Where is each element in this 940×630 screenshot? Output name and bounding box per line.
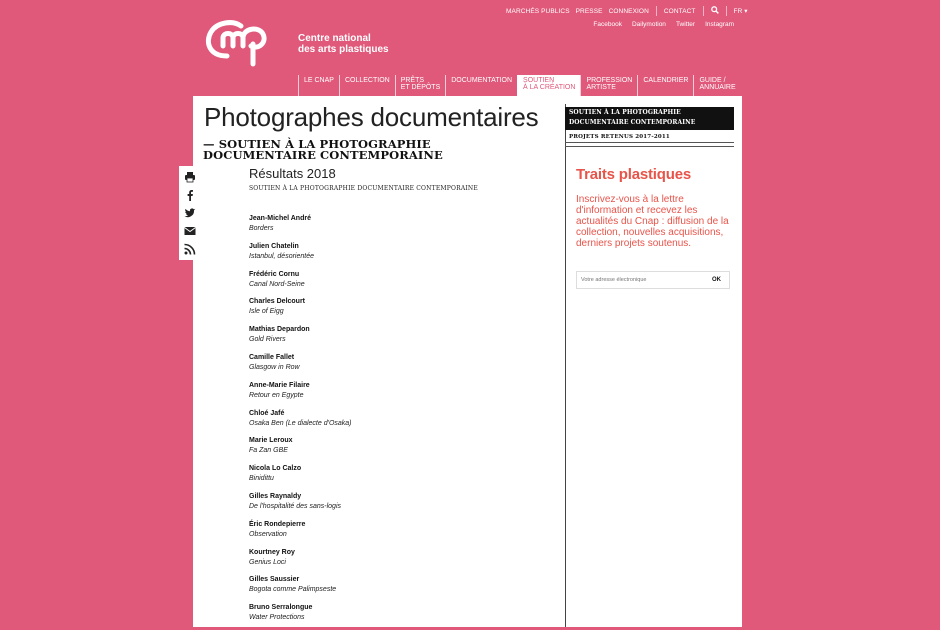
main-nav xyxy=(298,75,741,96)
result-title: Water Protections xyxy=(249,614,305,622)
newsletter-form xyxy=(576,271,730,289)
utility-nav xyxy=(503,6,751,16)
list-item[interactable] xyxy=(249,269,352,297)
results-subtitle: SOUTIEN À LA PHOTOGRAPHIE DOCUMENTAIRE CONTEMPORAINE xyxy=(249,185,478,192)
newsletter-submit-button[interactable]: OK xyxy=(704,277,729,283)
result-name: Gilles Saussier xyxy=(249,576,300,584)
nav-guide-annuaire[interactable]: GUIDE / ANNUAIRE xyxy=(693,75,740,96)
list-item[interactable] xyxy=(249,352,352,380)
result-title: Gold Rivers xyxy=(249,336,286,344)
result-name: Charles Delcourt xyxy=(249,298,306,306)
result-name: Gilles Raynaldy xyxy=(249,492,302,500)
result-title: Observation xyxy=(249,530,287,538)
connexion-link[interactable]: CONNEXION xyxy=(608,7,649,15)
twitter-link[interactable]: Twitter xyxy=(675,21,696,28)
list-item[interactable] xyxy=(249,324,352,352)
list-item[interactable] xyxy=(249,463,352,491)
result-name: Mathias Depardon xyxy=(249,326,310,334)
dailymotion-link[interactable]: Dailymotion xyxy=(631,21,666,28)
newsletter-text: Inscrivez-vous à la lettre d'information et recevez les actualités du Cnap : diffusion de la collection, nouvelles acquisitions, derniers projets soutenus. xyxy=(576,194,729,249)
nav-documentation[interactable]: DOCUMENTATION xyxy=(445,75,517,96)
nav-soutien-creation[interactable]: SOUTIEN À LA CRÉATION xyxy=(517,75,580,96)
rss-icon[interactable] xyxy=(183,242,197,256)
share-toolbar xyxy=(179,166,200,260)
social-links xyxy=(593,21,734,28)
result-name: Nicola Lo Calzo xyxy=(249,465,302,473)
result-name: Julien Chatelin xyxy=(249,242,299,250)
newsletter-email-input[interactable] xyxy=(577,277,704,283)
sidebar-link-projets-retenus[interactable]: PROJETS RETENUS 2017-2011 xyxy=(569,134,670,140)
list-item[interactable] xyxy=(249,380,352,408)
marches-publics-link[interactable]: MARCHÉS PUBLICS xyxy=(506,7,570,15)
results-title: Résultats 2018 xyxy=(249,166,336,181)
sidebar-divider xyxy=(565,146,734,147)
result-title: Borders xyxy=(249,225,274,232)
nav-prets-depots[interactable]: PRÊTS ET DÉPÔTS xyxy=(395,75,446,96)
sidebar-divider xyxy=(565,142,734,143)
result-title: Binidittu xyxy=(249,475,274,483)
list-item[interactable] xyxy=(249,602,352,630)
page-title: Photographes documentaires xyxy=(204,102,539,132)
list-item[interactable] xyxy=(249,241,352,269)
facebook-link[interactable]: Facebook xyxy=(593,21,622,28)
result-name: Frédéric Cornu xyxy=(249,270,300,278)
cnap-logo[interactable] xyxy=(203,16,278,68)
result-title: Isle of Eigg xyxy=(249,308,284,316)
print-icon[interactable] xyxy=(183,170,197,184)
email-icon[interactable] xyxy=(183,224,197,238)
twitter-icon[interactable] xyxy=(183,206,197,220)
search-icon[interactable] xyxy=(708,6,722,16)
result-title: Canal Nord-Seine xyxy=(249,280,305,288)
column-divider xyxy=(565,104,566,627)
sidebar-section-title[interactable]: SOUTIEN À LA PHOTOGRAPHIE DOCUMENTAIRE CONTEMPORAINE xyxy=(565,107,734,130)
result-name: Chloé Jafé xyxy=(249,409,285,417)
nav-profession-artiste[interactable]: PROFESSION ARTISTE xyxy=(580,75,637,96)
site-brand[interactable]: Centre national des arts plastiques xyxy=(298,33,389,55)
nav-le-cnap[interactable]: LE CNAP xyxy=(298,75,339,96)
results-list xyxy=(249,213,352,630)
list-item[interactable] xyxy=(249,408,352,436)
list-item[interactable] xyxy=(249,491,352,519)
result-title: Glasgow in Row xyxy=(249,363,300,371)
result-title: Genius Loci xyxy=(249,558,286,566)
result-name: Anne-Marie Filaire xyxy=(249,381,310,389)
instagram-link[interactable]: Instagram xyxy=(705,21,734,28)
separator xyxy=(703,6,704,16)
list-item[interactable] xyxy=(249,547,352,575)
separator xyxy=(726,6,727,16)
result-title: Fa Zan GBE xyxy=(249,447,288,455)
result-title: Bogota comme Palimpseste xyxy=(249,586,337,594)
separator xyxy=(656,6,657,16)
list-item[interactable] xyxy=(249,435,352,463)
facebook-icon[interactable] xyxy=(183,188,197,202)
nav-calendrier[interactable]: CALENDRIER xyxy=(637,75,693,96)
result-name: Jean-Michel André xyxy=(249,215,311,222)
presse-link[interactable]: PRESSE xyxy=(575,7,603,15)
newsletter-title: Traits plastiques xyxy=(576,166,691,183)
result-name: Éric Rondepierre xyxy=(249,520,306,528)
result-title: De l'hospitalité des sans-logis xyxy=(249,502,341,510)
result-title: Istanbul, désorientée xyxy=(249,252,314,260)
result-title: Retour en Egypte xyxy=(249,391,304,399)
result-name: Marie Leroux xyxy=(249,437,293,445)
contact-link[interactable]: CONTACT xyxy=(663,7,696,15)
list-item[interactable] xyxy=(249,519,352,547)
language-select[interactable]: FR ▾ xyxy=(733,8,748,15)
list-item[interactable] xyxy=(249,296,352,324)
section-subheading: — SOUTIEN À LA PHOTOGRAPHIE DOCUMENTAIRE CONTEMPORAINE xyxy=(203,137,443,162)
result-name: Kourtney Roy xyxy=(249,548,295,556)
result-name: Bruno Serralongue xyxy=(249,604,313,612)
nav-collection[interactable]: COLLECTION xyxy=(339,75,395,96)
content-panel xyxy=(193,96,742,627)
result-title: Osaka Ben (Le dialecte d'Osaka) xyxy=(249,419,352,427)
list-item[interactable] xyxy=(249,213,352,241)
result-name: Camille Fallet xyxy=(249,353,295,361)
list-item[interactable] xyxy=(249,574,352,602)
